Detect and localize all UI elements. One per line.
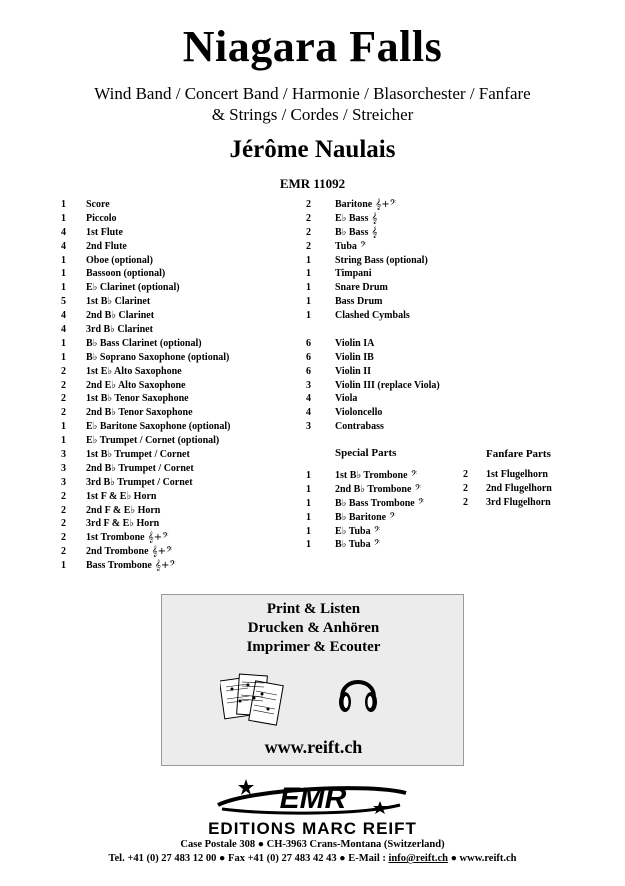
part-row (463, 468, 573, 482)
part-row (61, 434, 291, 448)
part-row (306, 240, 486, 254)
headphones-icon (337, 667, 379, 717)
fanfare-parts-header: Fanfare Parts (486, 448, 551, 460)
clef-icon: 𝄞+𝄢 (144, 532, 169, 544)
subtitle-line-1: Wind Band / Concert Band / Harmonie / Blasorchester / Fanfare (94, 84, 531, 103)
part-name: 1st Flugelhorn (486, 469, 548, 480)
part-quantity: 4 (61, 310, 66, 322)
part-quantity: 3 (306, 379, 311, 391)
part-name: Bass Trombone 𝄞+𝄢 (86, 560, 176, 572)
part-quantity: 1 (306, 483, 311, 495)
part-quantity: 1 (61, 254, 66, 266)
part-row (61, 476, 291, 490)
part-quantity: 1 (61, 199, 66, 210)
part-row (306, 337, 486, 351)
part-quantity: 1 (306, 539, 311, 551)
part-quantity: 1 (61, 560, 66, 572)
part-quantity: 1 (306, 310, 311, 322)
part-name: Bass Drum (335, 296, 383, 308)
part-row (61, 295, 291, 309)
promo-line-1: Print & Listen (266, 601, 361, 617)
part-name: 1st Trombone 𝄞+𝄢 (86, 532, 169, 544)
clef-icon: 𝄞+𝄢 (151, 560, 176, 572)
part-name: 1st B♭ Clarinet (86, 296, 151, 308)
part-row (306, 198, 486, 212)
contact-website: ● www.reift.ch (447, 853, 517, 864)
part-name: 2nd B♭ Clarinet (86, 310, 155, 322)
part-name: String Bass (optional) (335, 254, 428, 266)
part-row (306, 497, 466, 511)
part-row (61, 267, 291, 281)
part-row (61, 462, 291, 476)
part-name: Violin III (replace Viola) (335, 379, 440, 391)
part-row (61, 392, 291, 406)
clef-icon: 𝄞+𝄢 (372, 199, 397, 210)
part-name: Violoncello (335, 407, 383, 419)
part-row (306, 351, 486, 365)
emr-logo (210, 775, 416, 821)
part-row (306, 511, 466, 525)
part-name: E♭ Baritone Saxophone (optional) (86, 421, 231, 433)
publisher-name: EDITIONS MARC REIFT (208, 819, 417, 838)
clef-icon: 𝄢 (407, 470, 418, 481)
part-name: 2nd E♭ Alto Saxophone (86, 379, 186, 391)
part-name: Viola (335, 393, 358, 405)
part-quantity: 1 (61, 435, 66, 447)
part-row (306, 392, 486, 406)
part-row (306, 365, 486, 379)
part-name: 1st E♭ Alto Saxophone (86, 365, 182, 377)
part-quantity: 3 (61, 462, 66, 474)
address-line: Case Postale 308 ● CH-3963 Crans-Montana (Switzerland) (180, 839, 445, 850)
part-name: Oboe (optional) (86, 254, 153, 266)
fanfare-parts-list (463, 468, 573, 510)
part-row (306, 483, 466, 497)
part-row (306, 323, 486, 337)
part-row (61, 323, 291, 337)
part-quantity: 1 (61, 351, 66, 363)
contact-line (0, 853, 625, 864)
special-parts-list (306, 469, 466, 552)
clef-icon: 𝄢 (386, 511, 396, 523)
part-name: 3rd B♭ Trumpet / Cornet (86, 476, 193, 488)
part-quantity: 2 (463, 469, 468, 480)
part-quantity: 2 (306, 199, 311, 210)
part-name: 3rd F & E♭ Horn (86, 518, 160, 530)
sheet-music-icon (220, 669, 284, 727)
part-quantity: 1 (306, 282, 311, 294)
part-row (61, 212, 291, 226)
composer-name: Jérôme Naulais (229, 136, 396, 163)
part-quantity: 2 (306, 212, 311, 224)
part-name: Violin IB (335, 351, 374, 363)
part-quantity: 2 (61, 379, 66, 391)
part-name: 2nd B♭ Trumpet / Cornet (86, 462, 194, 474)
parts-list-middle (306, 198, 486, 434)
part-quantity: 4 (61, 226, 66, 238)
part-name: Violin II (335, 365, 372, 377)
part-row (306, 226, 486, 240)
part-quantity: 6 (306, 337, 311, 349)
part-quantity: 6 (306, 365, 311, 377)
part-row (61, 240, 291, 254)
part-name: Snare Drum (335, 282, 388, 294)
part-quantity: 2 (61, 546, 66, 558)
part-row (61, 559, 291, 573)
part-name: 1st B♭ Tenor Saxophone (86, 393, 189, 405)
part-quantity: 1 (306, 470, 311, 481)
part-quantity: 1 (306, 511, 311, 523)
part-name: E♭ Bass 𝄞 (335, 212, 378, 224)
clef-icon: 𝄞 (368, 226, 378, 238)
part-quantity: 5 (61, 296, 66, 308)
part-name: 1st Flute (86, 226, 123, 238)
part-name: Contrabass (335, 421, 384, 433)
part-quantity: 1 (306, 525, 311, 537)
part-quantity: 1 (61, 268, 66, 280)
part-row (61, 420, 291, 434)
part-name: B♭ Soprano Saxophone (optional) (86, 351, 230, 363)
part-quantity: 1 (306, 268, 311, 280)
part-row (306, 538, 466, 552)
part-quantity: 2 (61, 518, 66, 530)
part-quantity: 1 (61, 337, 66, 349)
part-quantity: 1 (61, 282, 66, 294)
part-name: 2nd B♭ Tenor Saxophone (86, 407, 193, 419)
part-quantity: 1 (306, 296, 311, 308)
clef-icon: 𝄢 (370, 525, 381, 537)
catalog-number: EMR 11092 (279, 176, 346, 191)
part-row (306, 525, 466, 539)
part-name: Timpani (335, 268, 372, 280)
subtitle-line-2: & Strings / Cordes / Streicher (211, 105, 414, 124)
part-quantity: 2 (463, 482, 468, 494)
part-row (61, 281, 291, 295)
part-row (61, 531, 291, 545)
clef-icon: 𝄢 (356, 240, 367, 252)
contact-phone-fax: Tel. +41 (0) 27 483 12 00 ● Fax +41 (0) 27 483 42 43 ● E-Mail : (108, 853, 389, 864)
part-row (306, 212, 486, 226)
part-name: B♭ Baritone 𝄢 (335, 511, 396, 523)
part-name: E♭ Clarinet (optional) (86, 282, 180, 294)
part-quantity: 1 (61, 421, 66, 433)
promo-line-3: Imprimer & Ecouter (246, 639, 381, 655)
part-row (61, 504, 291, 518)
parts-list-left (61, 198, 291, 573)
part-name: 2nd F & E♭ Horn (86, 504, 161, 516)
part-name: 3rd B♭ Clarinet (86, 324, 153, 336)
part-quantity: 4 (306, 407, 311, 419)
part-name: Bassoon (optional) (86, 268, 166, 280)
print-listen-box (161, 594, 464, 766)
part-name: 2nd Trombone 𝄞+𝄢 (86, 546, 173, 558)
part-name: B♭ Bass Trombone 𝄢 (335, 497, 425, 509)
part-quantity: 4 (61, 324, 66, 336)
part-name: Score (86, 199, 110, 210)
part-quantity: 2 (61, 393, 66, 405)
part-name: 2nd B♭ Trombone 𝄢 (335, 483, 422, 495)
part-name: Baritone 𝄞+𝄢 (335, 199, 397, 210)
clef-icon: 𝄢 (411, 483, 422, 495)
part-quantity: 1 (306, 497, 311, 509)
part-quantity: 2 (306, 240, 311, 252)
part-quantity: 4 (306, 393, 311, 405)
part-row (61, 337, 291, 351)
clef-icon: 𝄢 (370, 539, 381, 551)
part-quantity: 2 (463, 496, 468, 508)
part-row (61, 309, 291, 323)
email-link[interactable]: info@reift.ch (388, 853, 448, 864)
part-name: B♭ Bass 𝄞 (335, 226, 378, 238)
part-quantity: 6 (306, 351, 311, 363)
part-name: B♭ Bass Clarinet (optional) (86, 337, 202, 349)
part-row (61, 490, 291, 504)
page-title: Niagara Falls (182, 22, 443, 71)
part-quantity: 4 (61, 240, 66, 252)
part-row (306, 267, 486, 281)
part-row (463, 496, 573, 510)
clef-icon: 𝄞 (368, 212, 378, 224)
clef-icon: 𝄢 (414, 497, 425, 509)
part-name: Tuba 𝄢 (335, 240, 367, 252)
part-row (61, 379, 291, 393)
part-name: Violin IA (335, 337, 375, 349)
part-row (306, 309, 486, 323)
part-name: 1st F & E♭ Horn (86, 490, 157, 502)
part-row (306, 420, 486, 434)
part-row (306, 379, 486, 393)
part-name: 2nd Flute (86, 240, 127, 252)
part-row (306, 406, 486, 420)
logo-text: EMR (279, 782, 347, 815)
part-name: E♭ Trumpet / Cornet (optional) (86, 435, 220, 447)
part-quantity: 2 (306, 226, 311, 238)
part-row (463, 482, 573, 496)
part-quantity: 3 (61, 476, 66, 488)
part-name: Piccolo (86, 212, 117, 224)
part-quantity: 1 (306, 254, 311, 266)
part-row (61, 254, 291, 268)
part-quantity: 2 (61, 407, 66, 419)
part-row (61, 406, 291, 420)
part-name: 3rd Flugelhorn (486, 496, 551, 508)
part-quantity: 2 (61, 490, 66, 502)
part-name: 2nd Flugelhorn (486, 482, 552, 494)
part-row (61, 365, 291, 379)
part-quantity: 1 (61, 212, 66, 224)
part-quantity: 2 (61, 365, 66, 377)
part-name: 1st B♭ Trombone 𝄢 (335, 470, 418, 481)
part-quantity: 3 (61, 449, 66, 461)
part-row (306, 469, 466, 483)
part-row (61, 226, 291, 240)
part-quantity: 3 (306, 421, 311, 433)
part-row (61, 545, 291, 559)
part-name: Clashed Cymbals (335, 310, 410, 322)
part-row (61, 448, 291, 462)
part-row (306, 254, 486, 268)
clef-icon: 𝄞+𝄢 (148, 546, 173, 558)
promo-line-2: Drucken & Anhören (247, 620, 380, 636)
part-quantity: 2 (61, 504, 66, 516)
part-name: B♭ Tuba 𝄢 (335, 539, 381, 551)
part-row (306, 281, 486, 295)
part-quantity: 2 (61, 532, 66, 544)
part-name: E♭ Tuba 𝄢 (335, 525, 381, 537)
part-name: 1st B♭ Trumpet / Cornet (86, 449, 190, 461)
part-row (306, 295, 486, 309)
part-row (61, 517, 291, 531)
part-row (61, 351, 291, 365)
website-link[interactable]: www.reift.ch (264, 737, 363, 757)
part-row (61, 198, 291, 212)
special-parts-header: Special Parts (335, 447, 397, 459)
